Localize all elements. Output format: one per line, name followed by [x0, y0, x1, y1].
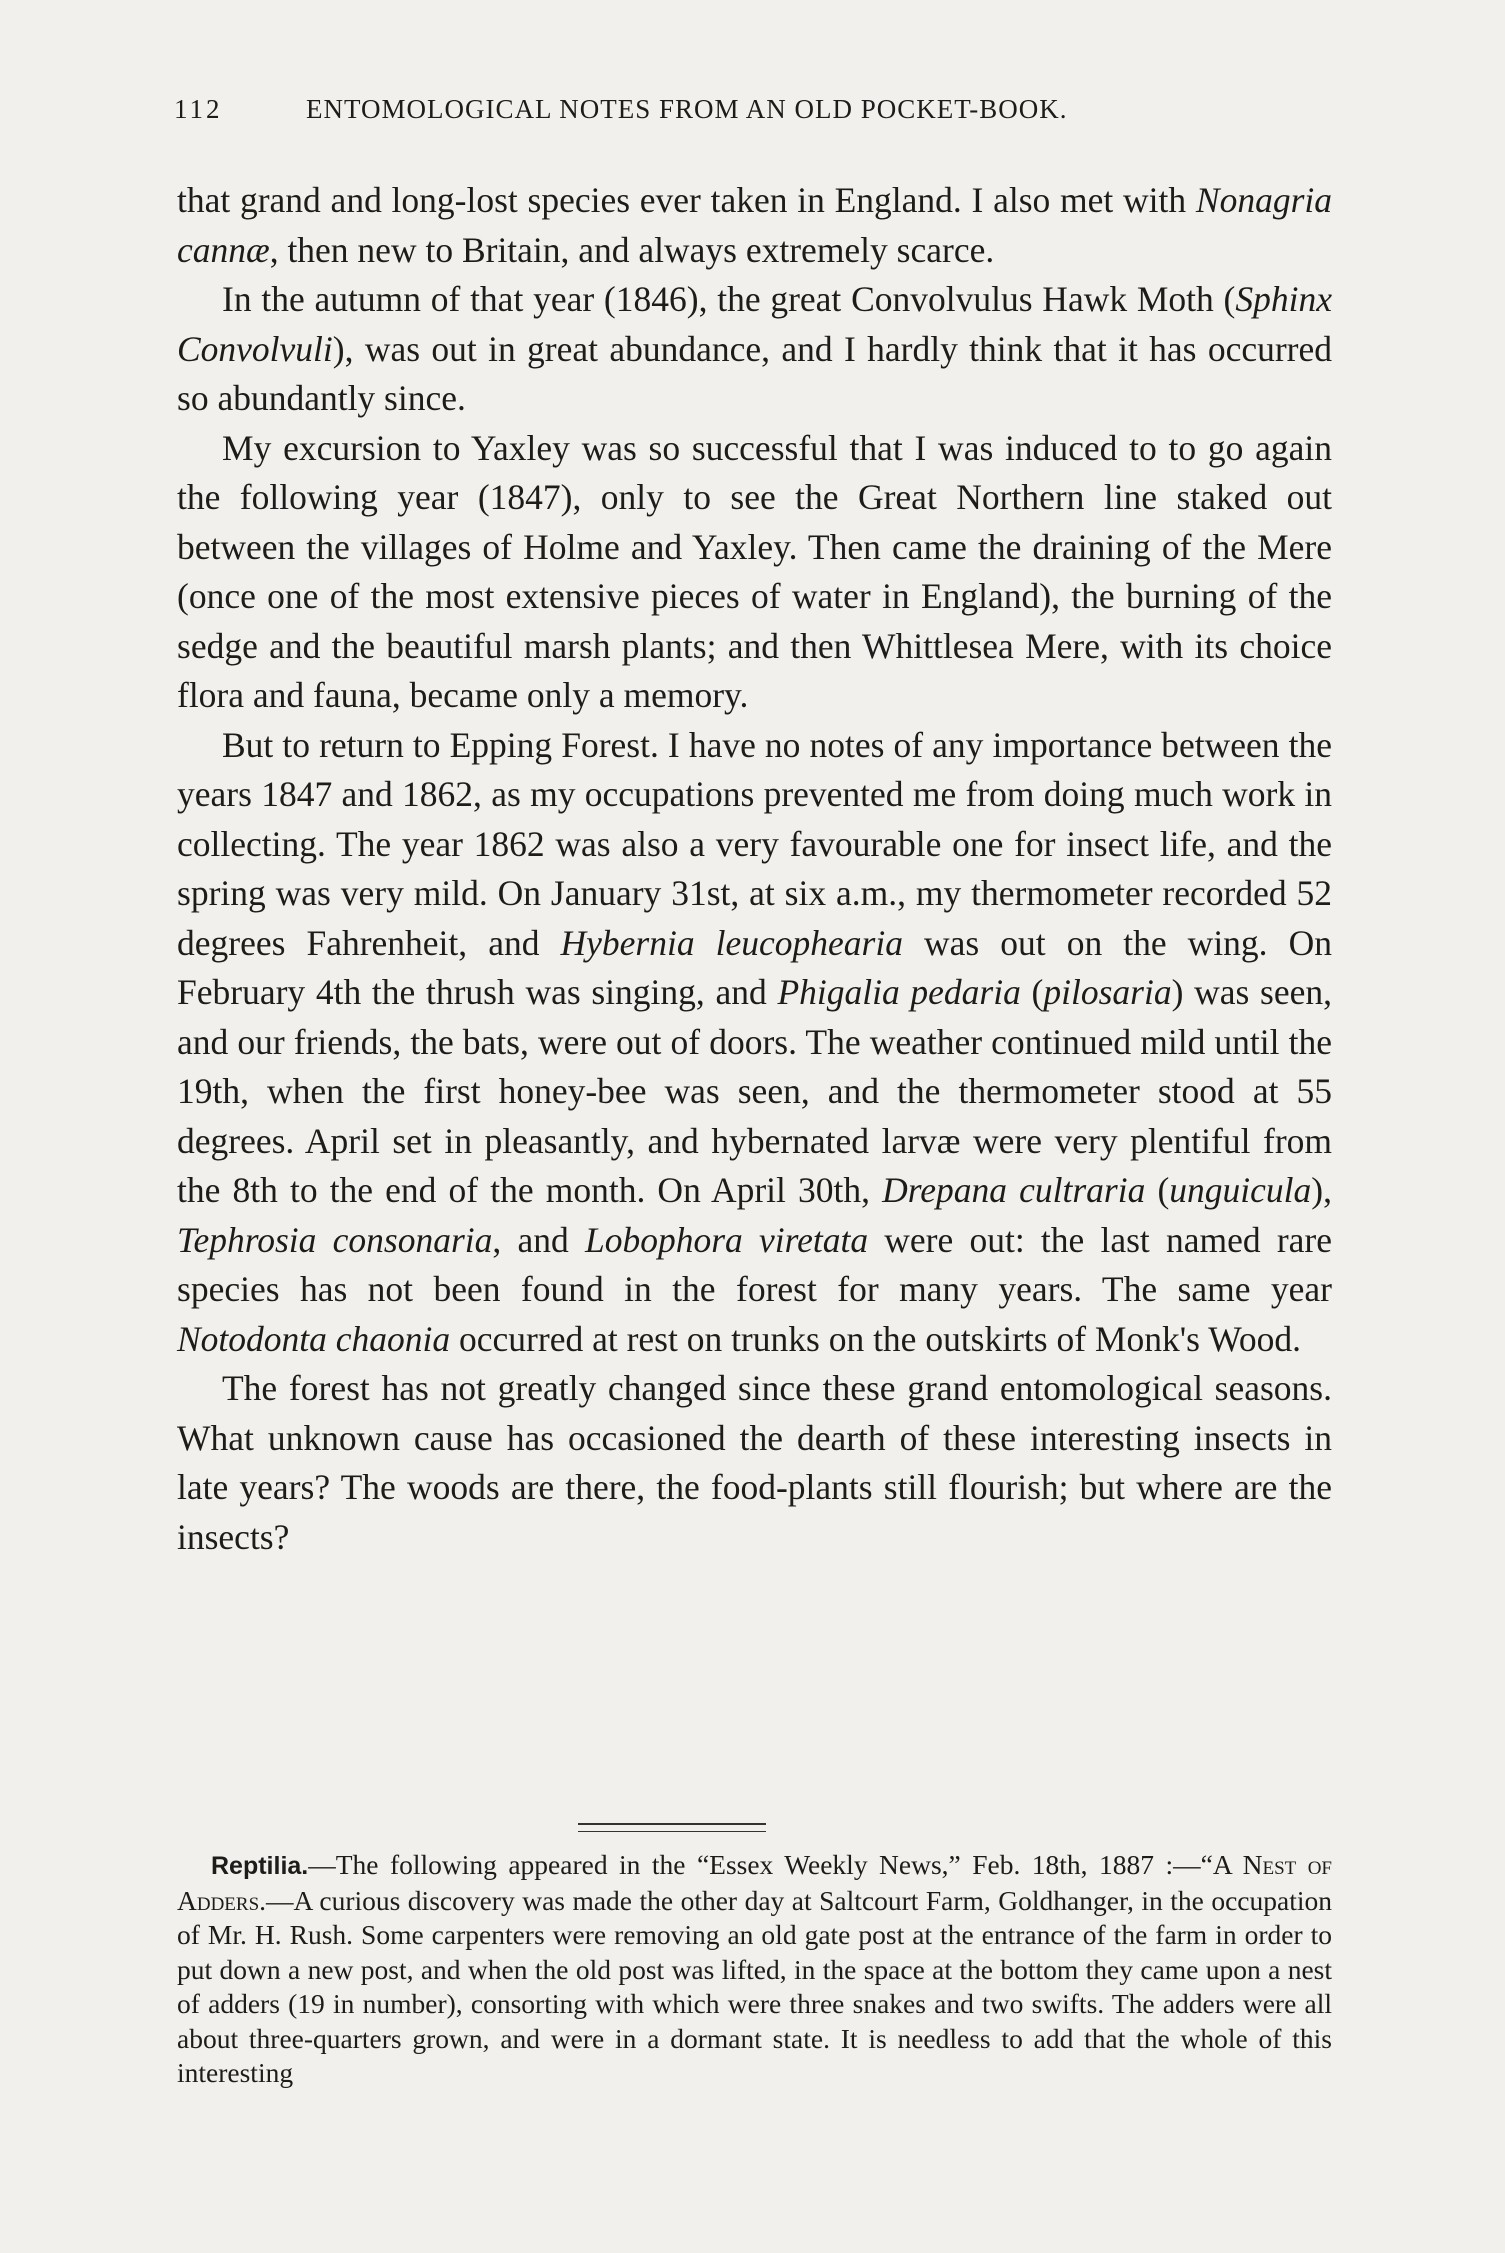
species-name: pilosaria — [1043, 972, 1172, 1012]
article-heading: A Nest of Adders. — [177, 1849, 1332, 1916]
text-run: ), was out in great abundance, and I hardly think that it has occurred so abundantly since. — [177, 328, 1332, 418]
text-run: that grand and long-lost species ever taken in England. I also met with — [177, 180, 1196, 220]
text-run: My excursion to Yaxley was so successful that I was induced to to go again the following year (1847), only to see the Great Northern line staked out between the villages of Holme and Yaxley. Then came the draining of the Mere (once one of the most extensive pieces of water in England), the burning of the sedge and the beautiful marsh plants; and then Whittlesea Mere, with its choice flora and fauna, became only a memory. — [177, 427, 1332, 715]
text-run: , then new to Britain, and always extremely scarce. — [269, 229, 995, 270]
species-name: Lobophora viretata — [584, 1219, 869, 1260]
paragraph — [177, 1364, 1332, 1562]
species-name: Nonagria cannæ — [177, 180, 1332, 270]
text-run: ( — [1020, 972, 1044, 1012]
text-run: But to return to Epping Forest. I have no notes of any importance between the years 1847 and 1862, as my occupations prevented me from doing much work in collecting. The year 1862 was also a very favourable one for insect life, and the spring was very mild. On January 31st, at six a.m., my thermometer recorded 52 degrees Fahrenheit, and — [177, 724, 1332, 963]
text-run: —A curious discovery was made the other day at Saltcourt Farm, Goldhanger, in the occupation of Mr. H. Rush. Some carpenters were removing an old gate post at the entrance of the farm in order to put down a new post, and when the old post was lifted, in the space at the bottom they came upon a nest of adders (19 in number), consorting with which were three snakes and two swifts. The adders were all about three-quarters grown, and were in a dormant state. It is needless to add that the whole of this interesting — [177, 1884, 1332, 2088]
text-run: In the autumn of that year (1846), the great Convolvulus Hawk Moth ( — [222, 279, 1236, 319]
footnote-text — [177, 1849, 1332, 2088]
footnote-lead: Reptilia. — [211, 1852, 309, 1880]
paragraph — [177, 176, 1332, 275]
species-name: Phigalia pedaria — [777, 972, 1021, 1012]
paragraph — [177, 721, 1332, 1365]
footnote-paragraph — [177, 1848, 1332, 2091]
text-run: occurred at rest on trunks on the outskirts of Monk's Wood. — [450, 1318, 1301, 1359]
running-head — [174, 94, 1334, 125]
species-name: Sphinx Convolvuli — [177, 279, 1332, 369]
text-run: —The following appeared in the “Essex Weekly News,” Feb. 18th, 1887 :—“ — [308, 1849, 1213, 1880]
paragraph — [177, 275, 1332, 424]
text-run: The forest has not greatly changed since these grand entomological seasons. What unknown cause has occasioned the dearth of these interesting insects in late years? The woods are there, the food-plants still flourish; but where are the insects? — [177, 1368, 1332, 1557]
page-number: 112 — [174, 94, 223, 124]
text-run: ) was seen, and our friends, the bats, were out of doors. The weather continued mild until the 19th, when the first honey-bee was seen, and the thermometer stood at 55 degrees. April set in pleasantly, and hybernated larvæ were very plentiful from the 8th to the end of the month. On April 30th, — [177, 972, 1333, 1210]
running-title: ENTOMOLOGICAL NOTES FROM AN OLD POCKET-BOOK. — [306, 94, 1068, 124]
text-run: ), — [1311, 1170, 1332, 1210]
section-divider — [578, 1823, 766, 1832]
text-run: , and — [492, 1219, 585, 1260]
species-name: Notodonta chaonia — [177, 1318, 451, 1359]
species-name: Tephrosia consonaria — [177, 1219, 493, 1260]
text-run: was out on the wing. On February 4th the thrush was singing, and — [177, 922, 1332, 1012]
main-text — [177, 176, 1332, 1562]
footnote — [177, 1848, 1332, 2091]
paragraph — [177, 424, 1332, 721]
text-run: ( — [1145, 1170, 1170, 1210]
text-run: were out: the last named rare species has not been found in the forest for many years. The same year — [177, 1219, 1332, 1309]
species-name: unguicula — [1169, 1170, 1312, 1210]
species-name: Hybernia leucophearia — [560, 922, 903, 963]
species-name: Drepana cultraria — [882, 1170, 1146, 1210]
